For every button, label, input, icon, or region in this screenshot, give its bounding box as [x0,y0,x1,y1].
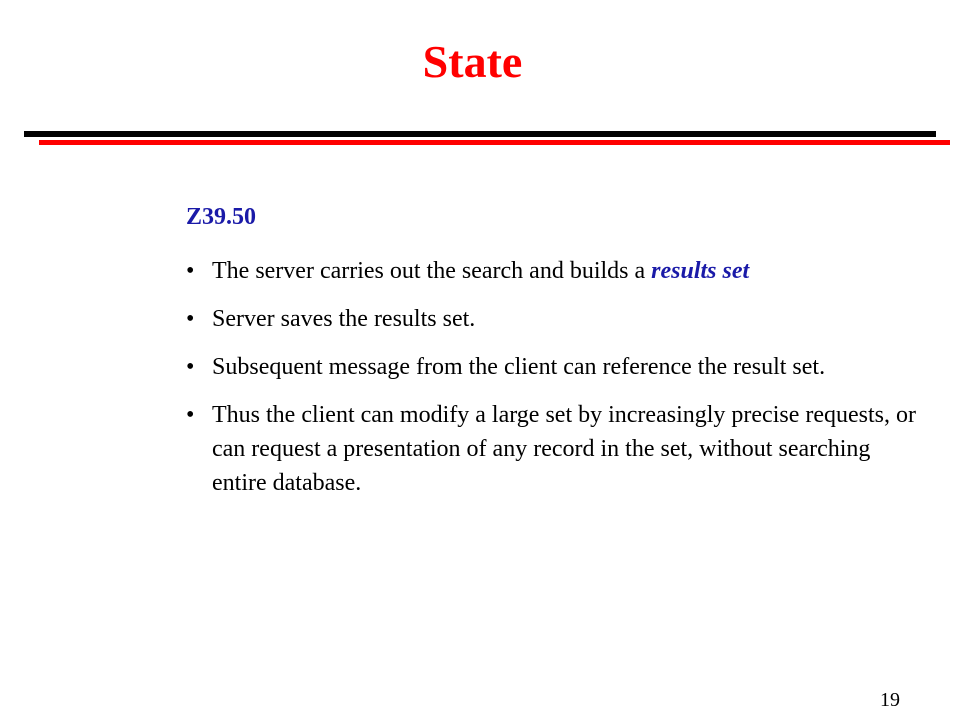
section-heading: Z39.50 [186,204,257,230]
bullet-marker: • [186,258,195,284]
bullet-text: Thus the client can modify a large set by increasingly precise requests, or can request a presentation of any record in the set, without searching entire database. [212,402,916,496]
bullet-text: The server carries out the search and builds a [212,258,652,284]
slide-body [186,200,926,514]
bullet-item [186,302,926,336]
title-divider-red [39,140,950,145]
bullet-list [186,254,926,500]
page-number: 19 [880,689,900,711]
slide-title: State [422,36,523,87]
bullet-text: Subsequent message from the client can reference the result set. [212,354,826,380]
bullet-text: Server saves the results set. [212,306,476,332]
bullet-item [186,350,926,384]
bullet-item [186,398,926,500]
title-divider-black [24,131,936,137]
bullet-marker: • [186,402,195,428]
bullet-emphasis: results set [651,258,750,284]
bullet-item [186,254,926,288]
bullet-marker: • [186,354,195,380]
bullet-marker: • [186,306,195,332]
